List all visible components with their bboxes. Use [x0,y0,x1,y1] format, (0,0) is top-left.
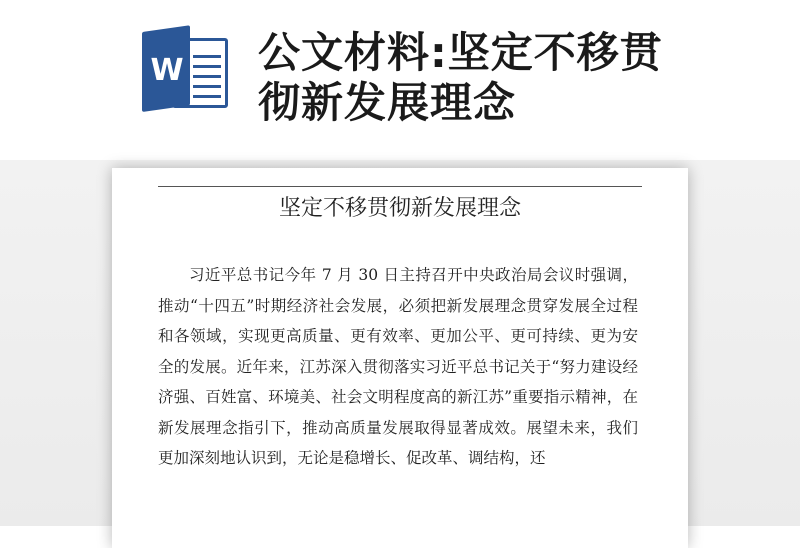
word-document-icon [142,32,234,112]
header-banner [0,0,800,160]
word-icon-letter: W [150,53,184,88]
document-file-title: 公文材料:坚定不移贯彻新发展理念 [258,28,663,127]
document-page [112,168,688,548]
header-rule [158,186,642,187]
article-paragraph: 习近平总书记今年 7 月 30 日主持召开中央政治局会议时强调，推动“十四五”时期经济社会发展，必须把新发展理念贯穿发展全过程和各领域，实现更高质量、更有效率、更加公平、更可持续、更为安全的发展。近年来，江苏深入贯彻落实习近平总书记关于“努力建设经济强、百姓富、环境美、社会文明程度高的新江苏”重要指示精神，在新发展理念指引下，推动高质量发展取得显著成效。展望未来，我们更加深刻地认识到，无论是稳增长、促改革、调结构，还 [158,266,638,467]
article-title: 坚定不移贯彻新发展理念 [278,196,521,221]
